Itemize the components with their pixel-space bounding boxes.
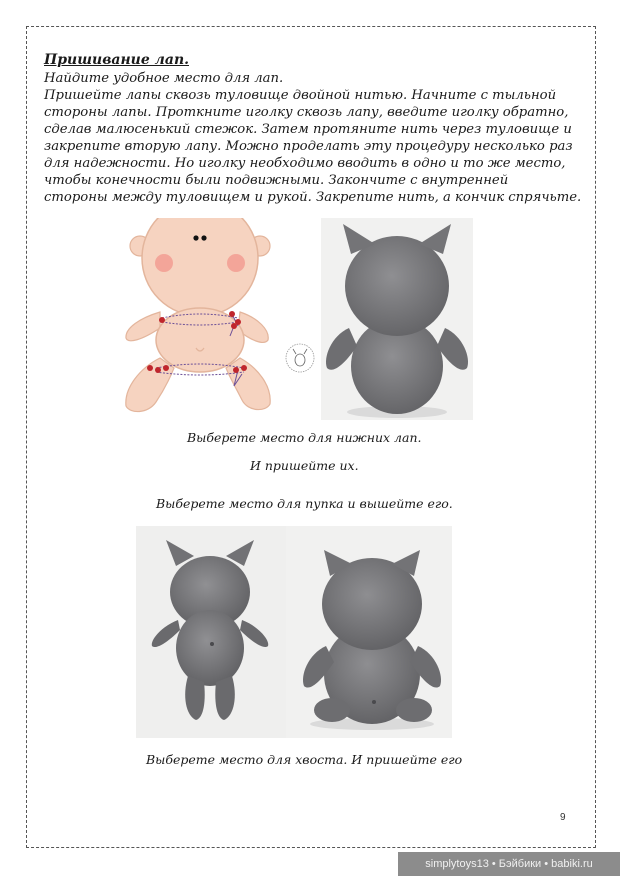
caption-navel: Выберете место для пупка и вышейте его. [156,496,453,511]
caption-sew-them: И пришейте их. [250,458,359,473]
instruction-line: стороны лапы. Проткните иголку сквозь лапу, введите иголку обратно, [44,105,569,120]
instruction-line: стороны между туловищем и рукой. Закрепите нить, а кончик спрячьте. [44,190,582,205]
instructions-text [44,70,584,206]
cat-photo-sitting [286,526,452,738]
page-number: 9 [560,812,566,823]
instruction-line: Пришейте лапы сквозь туловище двойной нитью. Начните с тыльной [44,88,557,103]
sewing-diagram [120,218,320,423]
caption-lower-paws: Выберете место для нижних лап. [187,430,422,445]
cat-photo-back [321,218,473,420]
cat-photo-front [136,526,286,738]
watermark-bar: simplytoys13 • Бэйбики • babiki.ru [398,852,620,876]
instruction-line: для надежности. Но иголку необходимо вводить в одно и то же место, [44,156,566,171]
instruction-line: сделав малюсенький стежок. Затем протяните нить через туловище и [44,122,572,137]
instruction-line: чтобы конечности были подвижными. Закончите с внутренней [44,173,509,188]
caption-tail: Выберете место для хвоста. И пришейте его [146,752,463,767]
instruction-line: Найдите удобное место для лап. [44,71,284,86]
instruction-line: закрепите вторую лапу. Можно проделать эту процедуру несколько раз [44,139,573,154]
section-title: Пришивание лап. [44,52,189,68]
